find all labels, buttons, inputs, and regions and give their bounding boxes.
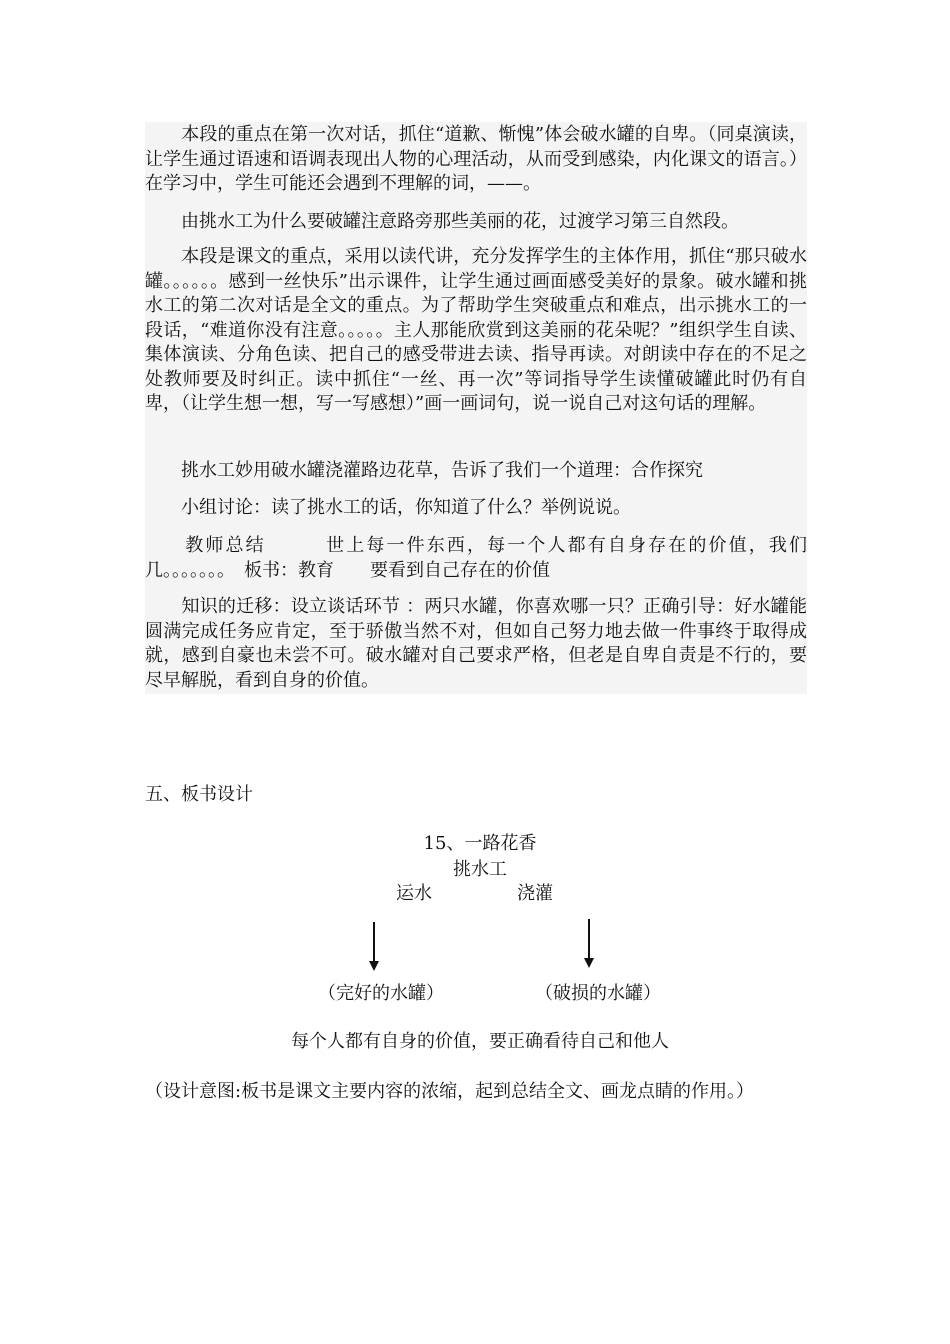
board-title: 15、一路花香 bbox=[423, 833, 537, 854]
board-subject: 挑水工 bbox=[453, 859, 507, 880]
board-left-action: 运水 bbox=[396, 883, 432, 904]
right-arrow-shaft bbox=[588, 919, 590, 959]
paragraph-4: 挑水工妙用破水罐浇灌路边花草，告诉了我们一个道理：合作探究 bbox=[145, 460, 703, 481]
paragraph-2: 由挑水工为什么要破罐注意路旁那些美丽的花，过渡学习第三自然段。 bbox=[145, 211, 739, 232]
paragraph-6: 教师总结 世上每一件东西，每一个人都有自身存在的价值，我们几。。。。。。。 板书：教育 要看到自己存在的价值 bbox=[145, 535, 807, 581]
paragraph-1: 本段的重点在第一次对话，抓住“道歉、惭愧”体会破水罐的自卑。（同桌演读，让学生通过语速和语调表现出人物的心理活动，从而受到感染，内化课文的语言。）在学习中，学生可能还会遇到不理解的词，——。 bbox=[145, 124, 807, 194]
paragraph-3: 本段是课文的重点，采用以读代讲，充分发挥学生的主体作用，抓住“那只破水罐。。。。。。感到一丝快乐”出示课件，让学生通过画面感受美好的景象。破水罐和挑水工的第二次对话是全文的重点。为了帮助学生突破重点和难点，出示挑水工的一段话，“难道你没有注意。。。。。主人那能欣赏到这美丽的花朵呢？”组织学生自读、集体演读、分角色读、把自己的感受带进去读、指导再读。对朗读中存在的不足之处教师要及时纠正。读中抓住“一丝、再一次”等词指导学生读懂破罐此时仍有自卑，（让学生想一想，写一写感想）”画一画词句，说一说自己对这句话的理解。 bbox=[145, 246, 807, 414]
paragraph-7: 知识的迁移：设立谈话环节 ：两只水罐，你喜欢哪一只？正确引导：好水罐能圆满完成任务应肯定，至于骄傲当然不对，但如自己努力地去做一件事终于取得成就，感到自豪也未尝不可。破水罐对自己要求严格，但老是自卑自责是不行的，要尽早解脱，看到自身的价值。 bbox=[145, 596, 807, 691]
board-right-result: （破损的水罐） bbox=[535, 983, 661, 1004]
left-arrow-head bbox=[369, 961, 379, 971]
board-conclusion: 每个人都有自身的价值，要正确看待自己和他人 bbox=[291, 1031, 669, 1052]
board-right-action: 浇灌 bbox=[517, 883, 553, 904]
right-arrow-head bbox=[584, 958, 594, 968]
design-note: （设计意图:板书是课文主要内容的浓缩，起到总结全文、画龙点睛的作用。） bbox=[145, 1081, 755, 1102]
board-left-result: （完好的水罐） bbox=[318, 983, 444, 1004]
paragraph-5: 小组讨论：读了挑水工的话，你知道了什么？举例说说。 bbox=[145, 497, 631, 518]
section-title: 五、板书设计 bbox=[145, 784, 253, 805]
left-arrow-shaft bbox=[373, 922, 375, 962]
